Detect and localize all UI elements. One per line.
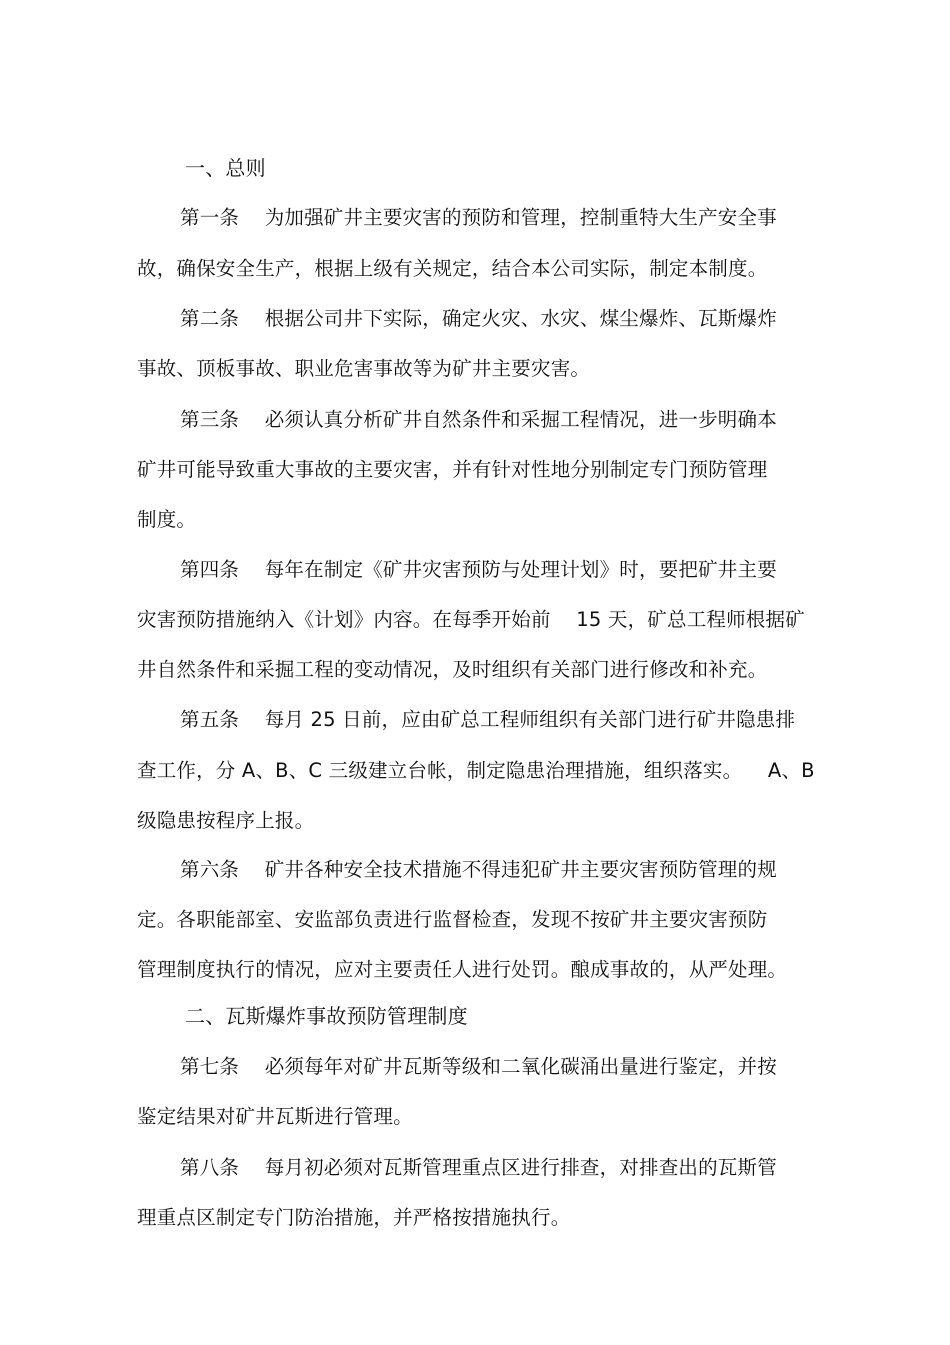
article-7-line-2: 鉴定结果对矿井瓦斯进行管理。 xyxy=(137,1105,413,1128)
article-1-line-1: 第一条 为加强矿井主要灾害的预防和管理，控制重特大生产安全事 xyxy=(180,206,777,229)
article-4-line-1: 第四条 每年在制定《矿井灾害预防与处理计划》时，要把矿井主要 xyxy=(180,558,777,581)
article-3-line-3: 制度。 xyxy=(137,508,197,531)
article-6-line-2: 定。各职能部室、安监部负责进行监督检查，发现不按矿井主要灾害预防 xyxy=(137,908,768,931)
article-8-line-1: 第八条 每月初必须对瓦斯管理重点区进行排查，对排查出的瓦斯管 xyxy=(180,1156,777,1179)
article-2-line-2: 事故、顶板事故、职业危害事故等为矿井主要灾害。 xyxy=(137,357,591,380)
article-5-line-3: 级隐患按程序上报。 xyxy=(137,809,315,832)
section-heading-gas-explosion: 二、瓦斯爆炸事故预防管理制度 xyxy=(185,1004,468,1028)
article-7-line-1: 第七条 必须每年对矿井瓦斯等级和二氧化碳涌出量进行鉴定，并按 xyxy=(180,1055,777,1078)
article-5-line-2: 查工作，分 A、B、C 三级建立台帐，制定隐患治理措施，组织落实。 A、B xyxy=(137,759,815,782)
section-heading-general: 一、总则 xyxy=(185,156,266,180)
article-8-line-2: 理重点区制定专门防治措施，并严格按措施执行。 xyxy=(137,1206,571,1229)
article-3-line-1: 第三条 必须认真分析矿井自然条件和采掘工程情况，进一步明确本 xyxy=(180,408,777,431)
article-4-line-3: 井自然条件和采掘工程的变动情况，及时组织有关部门进行修改和补充。 xyxy=(137,658,768,681)
article-3-line-2: 矿井可能导致重大事故的主要灾害，并有针对性地分别制定专门预防管理 xyxy=(137,458,768,481)
article-5-line-1: 第五条 每月 25 日前，应由矿总工程师组织有关部门进行矿井隐患排 xyxy=(180,708,796,731)
article-1-line-2: 故，确保安全生产，根据上级有关规定，结合本公司实际，制定本制度。 xyxy=(137,257,768,280)
article-2-line-1: 第二条 根据公司井下实际，确定火灾、水灾、煤尘爆炸、瓦斯爆炸 xyxy=(180,307,777,330)
article-6-line-3: 管理制度执行的情况，应对主要责任人进行处罚。酿成事故的，从严处理。 xyxy=(137,958,788,981)
article-6-line-1: 第六条 矿井各种安全技术措施不得违犯矿井主要灾害预防管理的规 xyxy=(180,858,777,881)
article-4-line-2: 灾害预防措施纳入《计划》内容。在每季开始前 15 天，矿总工程师根据矿 xyxy=(137,608,805,631)
